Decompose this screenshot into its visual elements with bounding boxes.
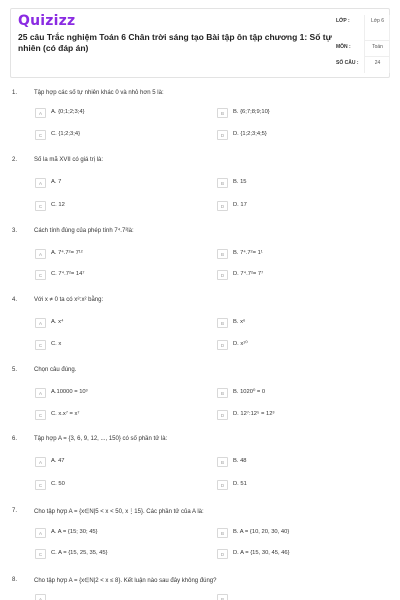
option-letter: B	[217, 594, 228, 600]
option-b[interactable]	[217, 318, 387, 330]
question-text: Tập hợp các số tự nhiên khác 0 và nhỏ hơn 5 là:	[34, 90, 164, 96]
question-count-label: SỐ CÂU :	[336, 60, 359, 66]
option-c[interactable]	[35, 201, 205, 213]
option-b[interactable]	[217, 457, 387, 469]
option-a[interactable]	[35, 318, 205, 330]
question-text: Số la mã XVII có giá trị là:	[34, 157, 104, 163]
option-text: B. 48	[233, 458, 247, 464]
question-text: Tập hợp A = {3, 6, 9, 12, ..., 150} có số phần tử là:	[34, 436, 168, 442]
option-letter: A	[35, 457, 46, 467]
option-c[interactable]	[35, 340, 205, 352]
option-letter: A	[35, 388, 46, 398]
question-text: Cho tập hợp A = {x∈N|2 < x ≤ 8}. Kết luận nào sau đây không đúng?	[34, 578, 217, 584]
option-letter: C	[35, 480, 46, 490]
option-text: C. 7⁴.7²= 14⁷	[51, 271, 85, 277]
option-letter: B	[217, 318, 228, 328]
option-d[interactable]	[217, 201, 387, 213]
option-d[interactable]	[217, 410, 387, 422]
option-c[interactable]	[35, 270, 205, 282]
option-text: C. x	[51, 341, 62, 347]
option-letter: C	[35, 201, 46, 211]
option-text: B. x⁶	[233, 319, 246, 325]
option-text: B. 15	[233, 179, 247, 185]
option-text: D. x¹⁰	[233, 341, 248, 347]
option-letter: D	[217, 270, 228, 280]
option-text: B. 7⁴.7²= 1¹	[233, 250, 263, 256]
option-d[interactable]	[217, 480, 387, 492]
option-a[interactable]	[35, 108, 205, 120]
option-text: A. A = {15; 30; 45}	[51, 529, 98, 535]
option-a[interactable]	[35, 178, 205, 190]
question-number: 4.	[12, 297, 18, 303]
question-number: 3.	[12, 228, 18, 234]
option-text: D. {1;2;3;4;5}	[233, 131, 267, 137]
option-text: C. 12	[51, 202, 65, 208]
option-text: D. 12⁷:12⁵ = 12³	[233, 411, 275, 417]
option-text: D. 7⁴.7²= 7⁷	[233, 271, 264, 277]
option-b[interactable]	[217, 108, 387, 120]
option-letter: B	[217, 528, 228, 538]
option-b[interactable]	[217, 528, 387, 540]
option-text: B. {6;7;8;9;10}	[233, 109, 270, 115]
worksheet-header	[10, 8, 390, 78]
option-text: B. 1020⁰ = 0	[233, 389, 266, 395]
option-text: D. 51	[233, 481, 247, 487]
option-letter: B	[217, 457, 228, 467]
option-letter: A	[35, 249, 46, 259]
question-text: Cho tập hợp A = {x∈N|5 < x < 50, x⋮15}. Các phần tử của A là:	[34, 509, 204, 515]
question-number: 2.	[12, 157, 18, 163]
option-letter: D	[217, 340, 228, 350]
option-letter: B	[217, 388, 228, 398]
question-number: 8.	[12, 577, 18, 583]
option-text: A. x⁴	[51, 319, 64, 325]
question-text: Cách tính đúng của phép tính 7⁴.7²là:	[34, 228, 134, 234]
option-text: A. 7⁴.7²= 7¹²	[51, 250, 83, 256]
option-text: D. A = {15, 30, 45, 46}	[233, 550, 290, 556]
option-a[interactable]	[35, 388, 205, 400]
option-text: A. 7	[51, 179, 62, 185]
question-text: Chọn câu đúng.	[34, 367, 77, 373]
class-value: Lớp 6	[370, 18, 384, 24]
option-letter: C	[35, 270, 46, 280]
option-letter: C	[35, 549, 46, 559]
option-letter: C	[35, 130, 46, 140]
meta-divider	[364, 40, 390, 41]
option-a[interactable]	[35, 249, 205, 261]
option-b[interactable]	[217, 594, 387, 600]
question-number: 6.	[12, 436, 18, 442]
question-text: Với x ≠ 0 ta có x⁸:x² bằng:	[34, 297, 104, 303]
option-letter: A	[35, 108, 46, 118]
option-text: A. {0;1;2;3;4}	[51, 109, 85, 115]
worksheet-title: 25 câu Trắc nghiệm Toán 6 Chân trời sáng tạo Bài tập ôn tập chương 1: Số tự nhiên (có đáp án)	[18, 32, 332, 53]
quizizz-logo: Quizizz	[18, 13, 76, 29]
option-text: D. 17	[233, 202, 247, 208]
option-a[interactable]	[35, 594, 205, 600]
option-letter: C	[35, 340, 46, 350]
option-letter: A	[35, 528, 46, 538]
meta-divider	[364, 56, 390, 57]
option-letter: D	[217, 410, 228, 420]
option-text: A.10000 = 10³	[51, 389, 88, 395]
option-a[interactable]	[35, 528, 205, 540]
option-letter: B	[217, 249, 228, 259]
option-a[interactable]	[35, 457, 205, 469]
option-text: B. A = {10, 20, 30, 40}	[233, 529, 290, 535]
question-number: 7.	[12, 508, 18, 514]
option-b[interactable]	[217, 388, 387, 400]
option-letter: A	[35, 318, 46, 328]
option-d[interactable]	[217, 340, 387, 352]
option-letter: D	[217, 201, 228, 211]
option-d[interactable]	[217, 270, 387, 282]
option-text: C. 50	[51, 481, 65, 487]
option-letter: D	[217, 549, 228, 559]
option-c[interactable]	[35, 480, 205, 492]
option-letter: A	[35, 594, 46, 600]
subject-label: MÔN :	[336, 44, 351, 50]
option-text: A. 47	[51, 458, 65, 464]
option-d[interactable]	[217, 549, 387, 561]
option-letter: D	[217, 130, 228, 140]
question-number: 1.	[12, 90, 18, 96]
option-c[interactable]	[35, 130, 205, 142]
class-label: LỚP :	[336, 18, 350, 24]
option-letter: D	[217, 480, 228, 490]
option-text: C. x.x⁷ = x⁷	[51, 411, 80, 417]
question-count-value: 24	[374, 60, 381, 66]
option-letter: B	[217, 178, 228, 188]
option-letter: C	[35, 410, 46, 420]
option-text: C. A = {15, 25, 35, 45}	[51, 550, 108, 556]
option-text: C. {1;2;3;4}	[51, 131, 81, 137]
option-d[interactable]	[217, 130, 387, 142]
subject-value: Toán	[372, 44, 383, 50]
option-letter: A	[35, 178, 46, 188]
option-b[interactable]	[217, 249, 387, 261]
option-b[interactable]	[217, 178, 387, 190]
question-number: 5.	[12, 367, 18, 373]
option-c[interactable]	[35, 549, 205, 561]
option-letter: B	[217, 108, 228, 118]
option-c[interactable]	[35, 410, 205, 422]
